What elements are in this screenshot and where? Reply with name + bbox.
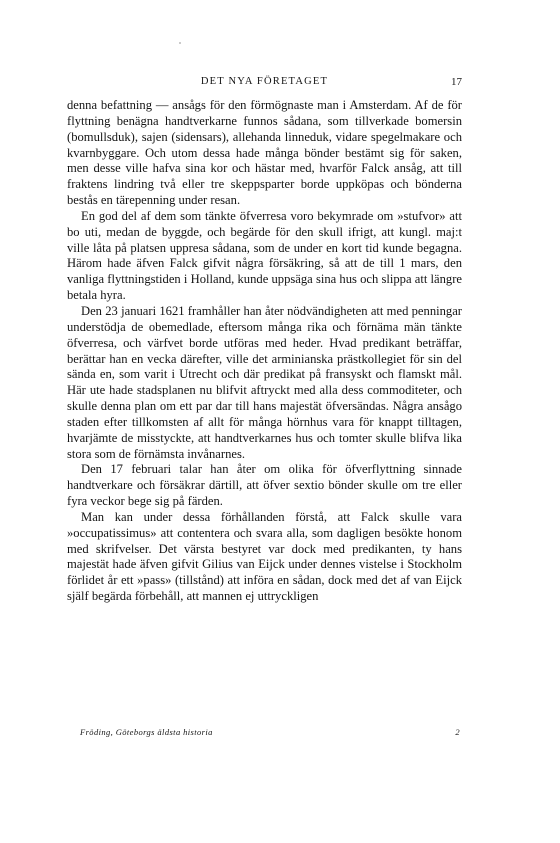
paragraph: Den 23 januari 1621 framhåller han åter nödvändigheten att med penningar understödja de obemedlade, eftersom många rika och förnäma män tänkte öfverresa, och värfvet borde utföras med heder. Hvad predikant beträffar, berättar han en vecka därefter, ville det arminianska prästkollegiet för sin del sända en, som varit i Utrecht och där predikat på fransyskt och flamskt mål. Här ute hade stadsplanen nu blifvit aftryckt med alla dess commoditeter, och skulle denna plan om ett par dar till hans majestät öfversändas. Några ansågo staden efter tillkomsten af allt för många hörnhus vara för knappt tilltagen, hvarjämte de misstyckte, att handtverkarnes hus och tomter skulle blifva lika stora som de förnämsta invånarnes.	[67, 303, 462, 461]
footer-citation: Fröding, Göteborgs äldsta historia	[80, 727, 213, 737]
page-number: 17	[451, 76, 462, 88]
running-header	[67, 76, 462, 92]
running-title: DET NYA FÖRETAGET	[200, 76, 329, 87]
paragraph: Den 17 februari talar han åter om olika för öfverflyttning sinnade handtverkare och försäkrar därtill, att öfver sextio bönder skulle om tre eller fyra veckor bege sig på färden.	[67, 462, 462, 509]
paragraph: denna befattning — ansågs för den förmögnaste man i Amsterdam. Af de för flyttning benägna handtverkarne funnos sådana, som tillverkade bomersin (bomullsduk), sajen (sidensars), allehanda linneduk, vidare spegelmakare och kvarnbyggare. Och utom dessa hade många bönder bestämt sig för saken, men desse ville hafva sina kor och hästar med, hvarför Falck ansåg, att till fraktens lindring två eller tre skeppsparter borde uppköpas och bönderna bestås en tärepenning under resan.	[67, 98, 462, 208]
scan-speck	[179, 42, 181, 44]
paragraph: En god del af dem som tänkte öfverresa voro bekymrade om »stufvor» att bo uti, medan de byggde, och begärde för den skull ifrigt, att kungl. maj:t ville låta på platsen uppresa sådana, som de under en kort tid kunde begagna. Härom hade äfven Falck gifvit några försäkring, så att de till 1 mars, den vanliga flyttningstiden i Holland, kunde uppsäga sina hus och slippa att längre betala hyra.	[67, 208, 462, 303]
paragraph: Man kan under dessa förhållanden förstå, att Falck skulle vara »occupatissimus» att contentera och svara alla, som dagligen besökte honom med skrifvelser. Det värsta bestyret var dock med predikanten, ty hans majestät hade äfven gifvit Gilius van Eijck under dennes vistelse i Stockholm förlidet år ett »pass» (tillstånd) att införa en sådan, dock med det af van Eijck själf begärda förbehåll, att mannen ej uttryckligen	[67, 509, 462, 604]
signature-mark: 2	[455, 727, 460, 737]
body-text	[67, 98, 462, 605]
footer-line	[80, 727, 460, 737]
